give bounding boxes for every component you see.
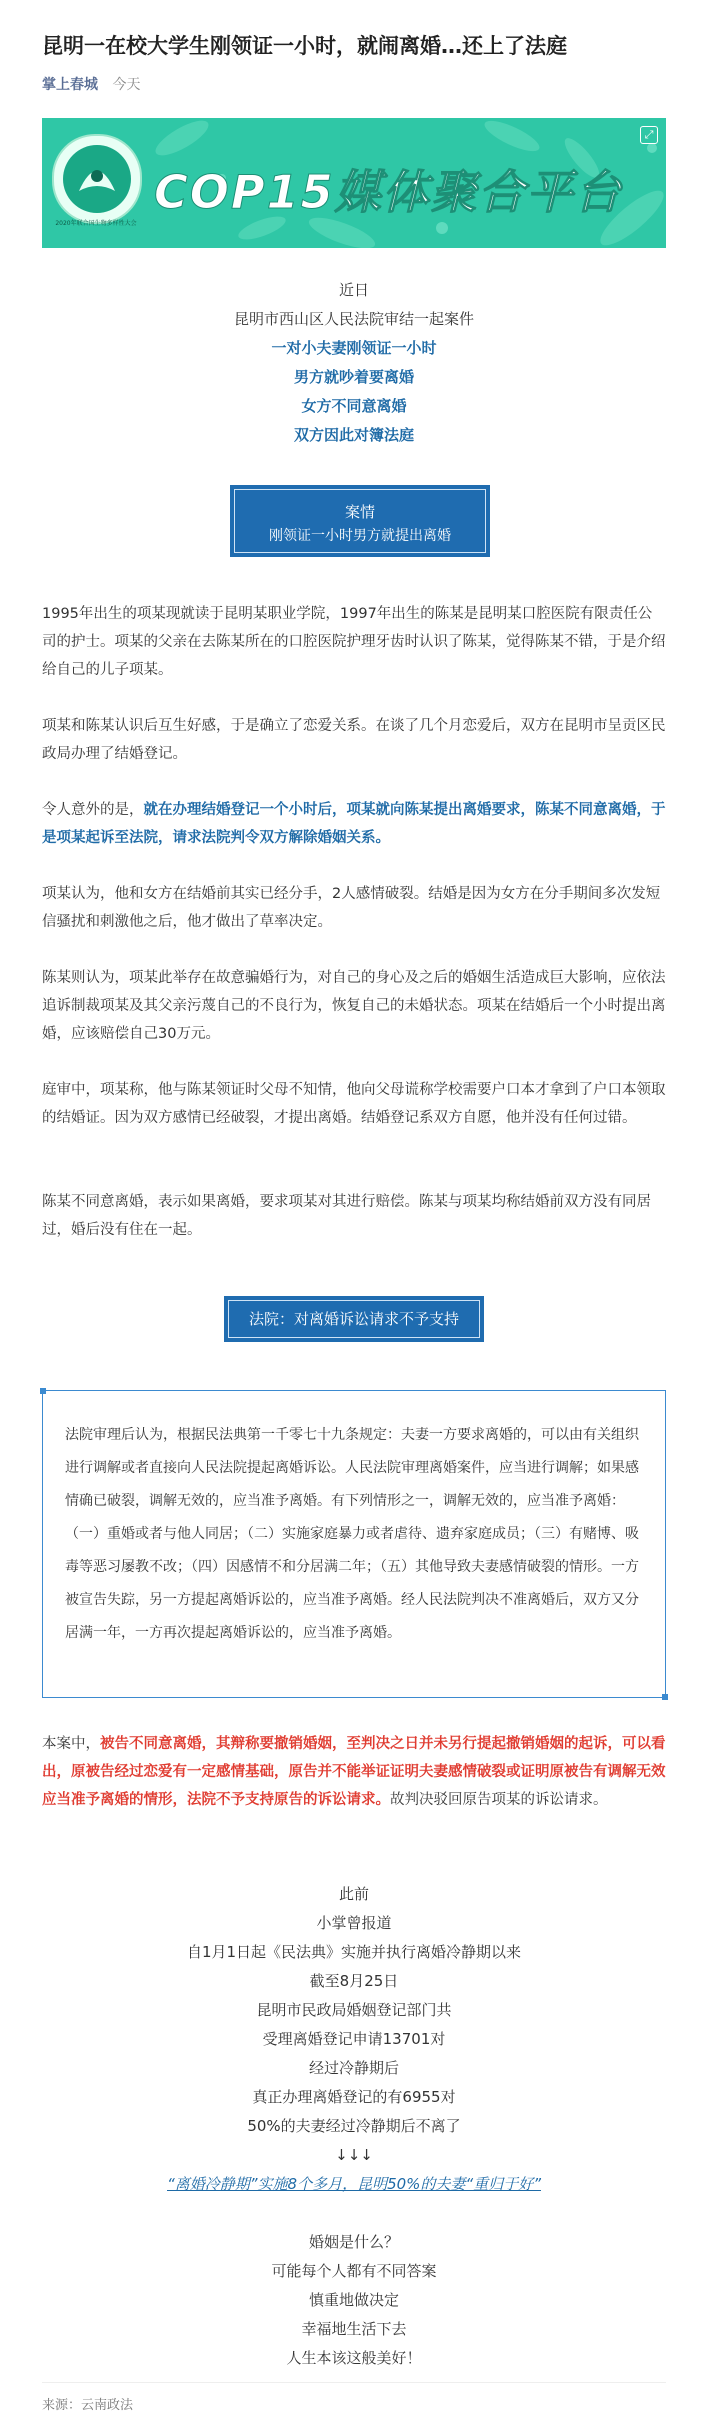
paragraph-4: 项某认为，他和女方在结婚前其实已经分手，2人感情破裂。结婚是因为女方在分手期间多次发短信骚扰和刺激他之后，他才做出了草率决定。 [42,886,661,930]
footer-source: 来源：云南政法 [42,2398,134,2413]
outro-line: 截至8月25日 [309,1972,399,1990]
outro-line: 50%的夫妻经过冷静期后不离了 [247,2117,461,2135]
intro-highlight: 男方就吵着要离婚 [293,368,414,386]
case-heading-box [230,485,490,557]
closing-line: 人生本该这般美好！ [286,2349,422,2367]
intro-highlight: 双方因此对簿法庭 [293,426,414,444]
intro-line: 昆明市西山区人民法院审结一起案件 [233,310,474,328]
verdict-red: 被告不同意离婚，其辩称要撤销婚姻，至判决之日并未另行提起撤销婚姻的起诉，可以看出，原被告经过恋爱有一定感情基础，原告并不能举证证明夫妻感情破裂或证明原被告有调解无效应当准予离婚的情形，法院不予支持原告的诉讼请求。 [42,1736,666,1808]
outro-line: 此前 [338,1885,369,1903]
logo-caption: 2020年联合国生物多样性大会 [55,220,137,227]
paragraph-7: 陈某不同意离婚，表示如果离婚，要求项某对其进行赔偿。陈某与项某均称结婚前双方没有同居过，婚后没有住在一起。 [42,1194,651,1238]
outro-line: 昆明市民政局婚姻登记部门共 [256,2001,452,2019]
publish-time: 今天 [112,77,141,93]
outro-block [42,1880,666,2373]
cop15-logo-icon [52,134,142,224]
intro-highlight: 一对小夫妻刚领证一小时 [271,339,437,357]
verdict-paragraph: 本案中，被告不同意离婚，其辩称要撤销婚姻，至判决之日并未另行提起撤销婚姻的起诉，可以看出，原被告经过恋爱有一定感情基础，原告并不能举证证明夫妻感情破裂或证明原被告有调解无效应当准予离婚的情形，法院不予支持原告的诉讼请求。故判决驳回原告项某的诉讼请求。 [42,1736,666,1808]
law-text: 法院审理后认为，根据民法典第一千零七十九条规定：夫妻一方要求离婚的，可以由有关组织进行调解或者直接向人民法院提起离婚诉讼。人民法院审理离婚案件，应当进行调解；如果感情确已破裂，调解无效的，应当准予离婚。有下列情形之一，调解无效的，应当准予离婚：（一）重婚或者与他人同居；（二）实施家庭暴力或者虐待、遗弃家庭成员；（三）有赌博、吸毒等恶习屡教不改；（四）因感情不和分居满二年；（五）其他导致夫妻感情破裂的情形。一方被宣告失踪，另一方提起离婚诉讼的，应当准予离婚。经人民法院判决不准离婚后，双方又分居满一年，一方再次提起离婚诉讼的，应当准予离婚。 [65,1427,639,1641]
paragraph-5: 陈某则认为，项某此举存在故意骗婚行为，对自己的身心及之后的婚姻生活造成巨大影响，应依法追诉制裁项某及其父亲污蔑自己的不良行为，恢复自己的未婚状态。项某在结婚后一个小时提出离婚，应该赔偿自己30万元。 [42,970,666,1042]
court-heading-box [224,1296,484,1342]
closing-line: 可能每个人都有不同答案 [271,2262,437,2280]
case-sub: 刚领证一小时男方就提出离婚 [269,528,451,544]
court-heading-text: 法院：对离婚诉讼请求不予支持 [248,1310,459,1328]
outro-line: 经过冷静期后 [308,2059,399,2077]
footer-divider [42,2382,666,2383]
outro-line: 真正办理离婚登记的有6955对 [252,2088,456,2106]
paragraph-2: 项某和陈某认识后互生好感，于是确立了恋爱关系。在谈了几个月恋爱后，双方在昆明市呈贡区民政局办理了结婚登记。 [42,718,666,762]
case-label: 案情 [344,503,375,521]
outro-line: 受理离婚登记申请13701对 [262,2030,446,2048]
outro-line: 自1月1日起《民法典》实施并执行离婚冷静期以来 [186,1943,522,1961]
outro-line: 小掌曾报道 [316,1914,392,1932]
law-quote-box [42,1390,666,1698]
cop15-banner[interactable] [42,118,666,248]
intro-line: 近日 [338,281,369,299]
article-title: 昆明一在校大学生刚领证一小时，就闹离婚…还上了法庭 [42,34,567,58]
closing-line: 慎重地做决定 [308,2291,399,2309]
intro-highlight: 女方不同意离婚 [301,397,407,415]
article-meta [42,74,140,94]
source-link[interactable]: 掌上春城 [42,77,98,93]
paragraph-3-bold: 就在办理结婚登记一个小时后，项某就向陈某提出离婚要求，陈某不同意离婚，于是项某起诉至法院，请求法院判令双方解除婚姻关系。 [42,802,666,846]
closing-line: 幸福地生活下去 [301,2320,407,2338]
arrows: ↓↓↓ [335,2146,373,2164]
closing-line: 婚姻是什么？ [308,2233,399,2251]
paragraph-3: 令人意外的是，就在办理结婚登记一个小时后，项某就向陈某提出离婚要求，陈某不同意离婚，于是项某起诉至法院，请求法院判令双方解除婚姻关系。 [42,802,666,846]
related-article-link[interactable]: “离婚冷静期”实施8个多月，昆明50%的夫妻“重归于好” [167,2175,541,2193]
intro-block [42,276,666,450]
paragraph-1: 1995年出生的项某现就读于昆明某职业学院，1997年出生的陈某是昆明某口腔医院有限责任公司的护士。项某的父亲在去陈某所在的口腔医院护理牙齿时认识了陈某，觉得陈某不错，于是介绍给自己的儿子项某。 [42,606,666,678]
paragraph-6: 庭审中，项某称，他与陈某领证时父母不知情，他向父母谎称学校需要户口本才拿到了户口本领取的结婚证。因为双方感情已经破裂，才提出离婚。结婚登记系双方自愿，他并没有任何过错。 [42,1082,666,1126]
banner-title: COP15媒体聚合平台 [154,165,623,219]
expand-icon[interactable]: ⤢ [640,126,658,144]
